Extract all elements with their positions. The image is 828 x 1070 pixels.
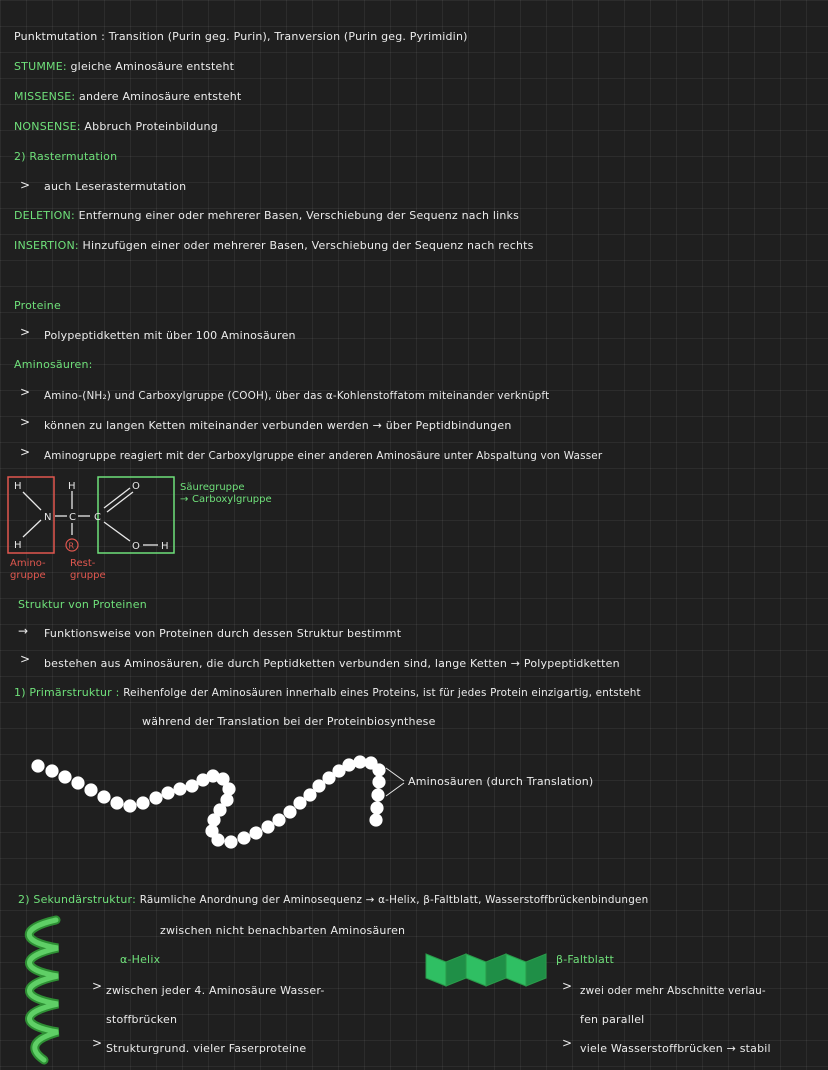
- insertion-text: Hinzufügen einer oder mehrerer Basen, Verschiebung der Sequenz nach rechts: [82, 239, 534, 252]
- arrow: →: [18, 624, 29, 638]
- proteins-heading: Proteine: [14, 299, 61, 312]
- atom-h: H: [68, 481, 76, 492]
- proteins-point-1: Polypeptidketten mit über 100 Aminosäuren: [44, 329, 296, 342]
- bullet-arrow: >: [20, 445, 31, 459]
- primary-structure-label: 1) Primärstruktur :: [14, 686, 120, 699]
- atom-o: O: [132, 541, 140, 552]
- atom-h: H: [14, 481, 22, 492]
- atom-h: H: [161, 541, 169, 552]
- bullet-arrow: >: [20, 415, 31, 429]
- amino-acids-point-3: Aminogruppe reagiert mit der Carboxylgruppe einer anderen Aminosäure unter Abspaltung von Wasser: [44, 450, 603, 462]
- beta-sheet-point-1a: zwei oder mehr Abschnitte verlau-: [580, 985, 766, 997]
- bullet-arrow: >: [20, 178, 31, 192]
- amino-acids-point-1: Amino-(NH₂) und Carboxylgruppe (COOH), über das α-Kohlenstoffatom miteinander verknüpft: [44, 390, 550, 402]
- bullet-arrow: >: [92, 979, 103, 993]
- insertion-label: INSERTION:: [14, 239, 79, 252]
- missense-label: MISSENSE:: [14, 90, 76, 103]
- atom-c: C: [69, 512, 76, 523]
- arrow: →: [510, 657, 521, 670]
- primary-structure-text-2: während der Translation bei der Proteinbiosynthese: [142, 715, 436, 728]
- amino-acids-point-2-tail: über Peptidbindungen: [385, 419, 512, 432]
- deletion-text: Entfernung einer oder mehrerer Basen, Verschiebung der Sequenz nach links: [78, 209, 519, 222]
- alpha-helix-illustration: [29, 920, 58, 1060]
- arrow: →: [372, 419, 383, 432]
- arrow: →: [180, 494, 189, 505]
- rest-group-label-2: gruppe: [70, 570, 106, 581]
- primary-structure-text-1: Reihenfolge der Aminosäuren innerhalb eines Proteins, ist für jedes Protein einzigartig, entsteht: [123, 687, 641, 699]
- protein-structure-point-2: bestehen aus Aminosäuren, die durch Peptidketten verbunden sind, lange Ketten: [44, 657, 508, 670]
- atom-o: O: [132, 481, 140, 492]
- silent-text: gleiche Aminosäure entsteht: [70, 60, 235, 73]
- atom-h: H: [14, 540, 22, 551]
- bullet-arrow: >: [92, 1036, 103, 1050]
- bullet-arrow: >: [20, 652, 31, 666]
- deletion-label: DELETION:: [14, 209, 75, 222]
- carboxyl-group-label: Carboxylgruppe: [192, 494, 272, 505]
- point-mutation-label: Punktmutation :: [14, 30, 106, 43]
- missense-text: andere Aminosäure entsteht: [79, 90, 242, 103]
- chain-label: Aminosäuren (durch Translation): [408, 775, 594, 788]
- beta-sheet-point-2-tail: stabil: [739, 1042, 771, 1055]
- frameshift-heading: 2) Rastermutation: [14, 150, 118, 163]
- alpha-helix-label: α-Helix: [120, 953, 161, 966]
- protein-structure-point-1: Funktionsweise von Proteinen durch dessen Struktur bestimmt: [44, 627, 402, 640]
- arrow: →: [726, 1042, 737, 1055]
- bullet-arrow: >: [20, 385, 31, 399]
- frameshift-note: auch Leserastermutation: [44, 180, 187, 193]
- amino-acids-point-2: können zu langen Ketten miteinander verbunden werden: [44, 419, 369, 432]
- beta-sheet-point-2-line: [580, 1042, 771, 1056]
- beta-sheet-label: β-Faltblatt: [556, 953, 615, 966]
- secondary-structure-text-2: zwischen nicht benachbarten Aminosäuren: [160, 924, 406, 937]
- protein-structure-point-2-tail: Polypeptidketten: [523, 657, 620, 670]
- bullet-arrow: >: [562, 1036, 573, 1050]
- nonsense-label: NONSENSE:: [14, 120, 81, 133]
- amino-group-label-2: gruppe: [10, 570, 46, 581]
- beta-sheet-point-1b: fen parallel: [580, 1013, 645, 1026]
- point-mutation-text: Transition (Purin geg. Purin), Tranversion (Purin geg. Pyrimidin): [108, 30, 468, 43]
- silent-label: STUMME:: [14, 60, 67, 73]
- alpha-helix-point-1b: stoffbrücken: [106, 1013, 178, 1026]
- secondary-structure-text-1: Räumliche Anordnung der Aminosequenz → α-Helix, β-Faltblatt, Wasserstoffbrückenbindungen: [139, 894, 649, 906]
- beta-sheet-illustration: [426, 954, 546, 986]
- alpha-helix-point-2: Strukturgrund. vieler Faserproteine: [106, 1042, 307, 1055]
- bullet-arrow: >: [562, 979, 573, 993]
- rest-group-label-1: Rest-: [70, 558, 96, 569]
- atom-r: R: [68, 541, 75, 551]
- atom-c: C: [94, 512, 101, 523]
- amino-acids-heading: Aminosäuren:: [14, 358, 93, 371]
- nonsense-text: Abbruch Proteinbildung: [84, 120, 218, 133]
- amino-group-label-1: Amino-: [10, 558, 46, 569]
- atom-n: N: [44, 512, 52, 523]
- beta-sheet-point-2: viele Wasserstoffbrücken: [580, 1042, 723, 1055]
- protein-structure-heading: Struktur von Proteinen: [18, 598, 147, 611]
- bullet-arrow: >: [20, 325, 31, 339]
- alpha-helix-point-1a: zwischen jeder 4. Aminosäure Wasser-: [106, 984, 325, 997]
- secondary-structure-label: 2) Sekundärstruktur:: [18, 893, 136, 906]
- acid-group-label: Säuregruppe: [180, 482, 245, 493]
